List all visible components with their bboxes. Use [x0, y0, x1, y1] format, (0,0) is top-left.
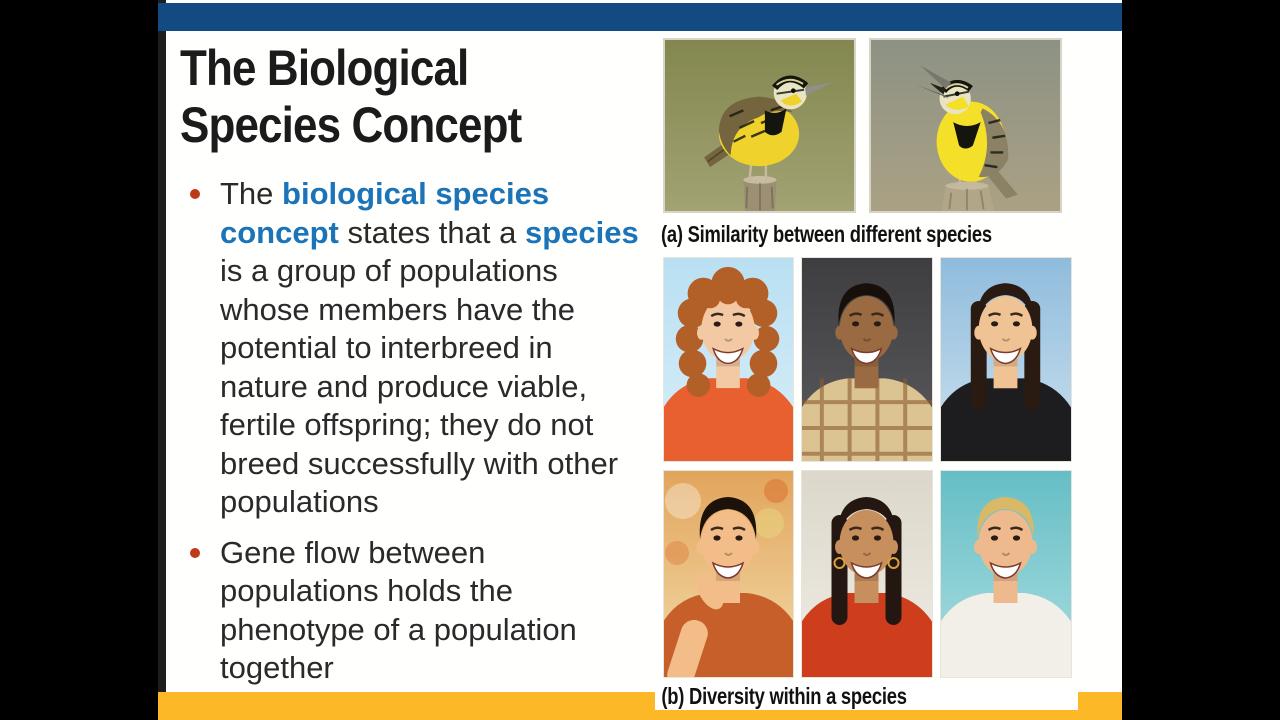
bullet-marker: [190, 189, 200, 199]
bullet-text-line: populations holds the: [220, 573, 514, 608]
bullet-item: [220, 175, 639, 522]
key-term: species: [524, 214, 639, 250]
bullet-text-line: together: [220, 650, 334, 685]
key-term: concept: [220, 214, 339, 250]
figure-a-caption: (a) Similarity between different species: [661, 221, 992, 247]
bullet-list: [220, 175, 639, 700]
bullet-text-line: The biological species: [220, 176, 550, 211]
western-meadowlark-singing-photo: [869, 38, 1062, 213]
portrait-man-hand-on-chin: [663, 470, 794, 678]
bullet-text-line: fertile offspring; they do not: [220, 407, 594, 442]
bullet-item: [220, 534, 639, 688]
bullet-text-line: potential to interbreed in: [220, 330, 553, 365]
slide-title-line-1: The Biological: [180, 40, 469, 96]
figure-b-caption: (b) Diversity within a species: [661, 683, 907, 709]
bullet-text-line: populations: [220, 484, 379, 519]
portrait-woman-curly-red-hair: [663, 257, 794, 462]
bullet-text-line: concept states that a species: [220, 214, 639, 250]
letterbox-right: [1122, 0, 1280, 720]
portrait-woman-red-turtleneck: [801, 470, 933, 678]
bullet-text-line: Gene flow between: [220, 534, 486, 570]
bullet-text-line: nature and produce viable,: [220, 368, 588, 404]
bullet-text-line: whose members have the: [220, 291, 575, 327]
eastern-meadowlark-perched-photo: [663, 38, 856, 213]
portrait-man-plaid-shirt: [801, 257, 933, 462]
figure-b-caption-box: [655, 683, 1078, 710]
bullet-text-line: phenotype of a population: [220, 611, 577, 647]
bullet-text-line: breed successfully with other: [220, 445, 619, 481]
key-term: biological species: [282, 176, 550, 211]
bullet-marker: [190, 548, 200, 558]
portrait-blond-man-white-shirt: [940, 470, 1072, 678]
figure-b-portrait-grid: [663, 257, 1072, 678]
slide-edge-shadow: [158, 0, 166, 720]
letterbox-left: [0, 0, 158, 720]
figure-a-bird-photos: [663, 38, 1062, 213]
slide-header-bar: [158, 3, 1122, 31]
bullet-text-line: is a group of populations: [220, 253, 558, 288]
slide-title-line-2: Species Concept: [180, 97, 522, 153]
slide-title: [180, 40, 521, 154]
portrait-woman-black-top: [940, 257, 1072, 462]
